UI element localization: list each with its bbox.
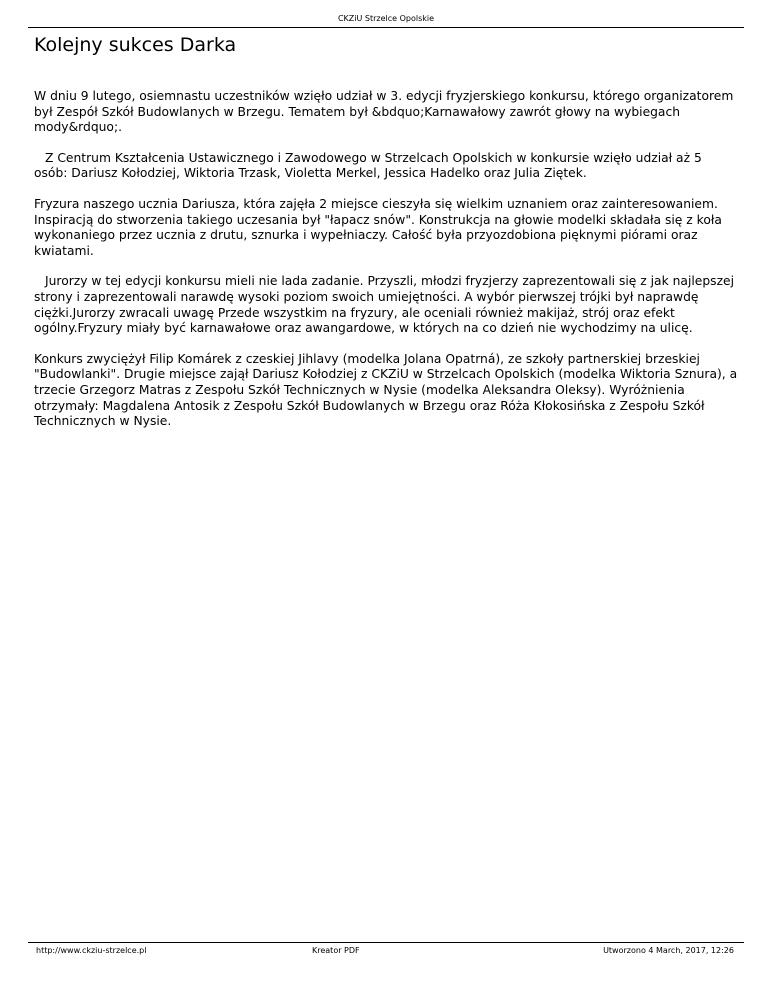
footer-created-date: Utworzono 4 March, 2017, 12:26 [603,946,734,955]
footer-generator: Kreator PDF [312,946,360,955]
article-paragraph: Jurorzy w tej edycji konkursu mieli nie lada zadanie. Przyszli, młodzi fryzjerzy zaprezentowali się z jak najlepszej strony i zaprezentowali narawdę wysoki poziom swoich umiejętności. A wybór pierwszej trójki był naprawdę ciężki.Jurorzy zwracali uwagę Przede wszystkim na fryzury, ale oceniali również makijaż, strój oraz efekt ogólny.Fryzury miały być karnawałowe oraz awangardowe, w których na co dzień nie wychodzimy na ulicę. [34,274,735,336]
article-paragraph: W dniu 9 lutego, osiemnastu uczestników wzięło udział w 3. edycji fryzjerskiego konkursu, którego organizatorem był Zespół Szkół Budowlanych w Brzegu. Tematem był &bdquo;Karnawałowy zawrót głowy na wybiegach mody&rdquo;. [34,89,734,135]
article-paragraph [34,197,739,259]
header-divider [28,27,744,28]
article-body [34,89,739,445]
article-title: Kolejny sukces Darka [34,34,237,56]
page-header-site-name: CKZiU Strzelce Opolskie [337,14,435,23]
article-paragraph-line: Fryzura naszego ucznia Dariusza, która zajęła 2 miejsce cieszyła się wielkim uznaniem oraz zainteresowaniem. [34,196,718,211]
article-paragraph: Z Centrum Kształcenia Ustawicznego i Zawodowego w Strzelcach Opolskich w konkursie wzięło udział aż 5 osób: Dariusz Kołodziej, Wiktoria Trzask, Violetta Merkel, Jessica Hadelko oraz Julia Ziętek. [34,150,702,181]
footer-url: http://www.ckziu-strzelce.pl [36,946,147,955]
article-paragraph-line: Inspiracją do stworzenia takiego uczesania był "łapacz snów". Konstrukcja na głowie modelki składała się z koła wykonaniego przez ucznia z drutu, sznurka i wypełniaczy. Całość była przyozdobiona pięknymi piórami oraz kwiatami. [34,212,722,258]
article-paragraph: Konkurs zwyciężył Filip Komárek z czeskiej Jihlavy (modelka Jolana Opatrná), ze szkoły partnerskiej brzeskiej "Budowlanki". Drugie miejsce zajął Dariusz Kołodziej z CKZiU w Strzelcach Opolskich (modelka Wiktoria Sznura), a trzecie Grzegorz Matras z Zespołu Szkół Technicznych w Nysie (modelka Aleksandra Oleksy). Wyróżnienia otrzymały: Magdalena Antosik z Zespołu Szkół Budowlanych w Brzegu oraz Róża Kłokosińska z Zespołu Szkół Technicznych w Nysie. [34,351,738,429]
footer-divider [28,942,744,943]
